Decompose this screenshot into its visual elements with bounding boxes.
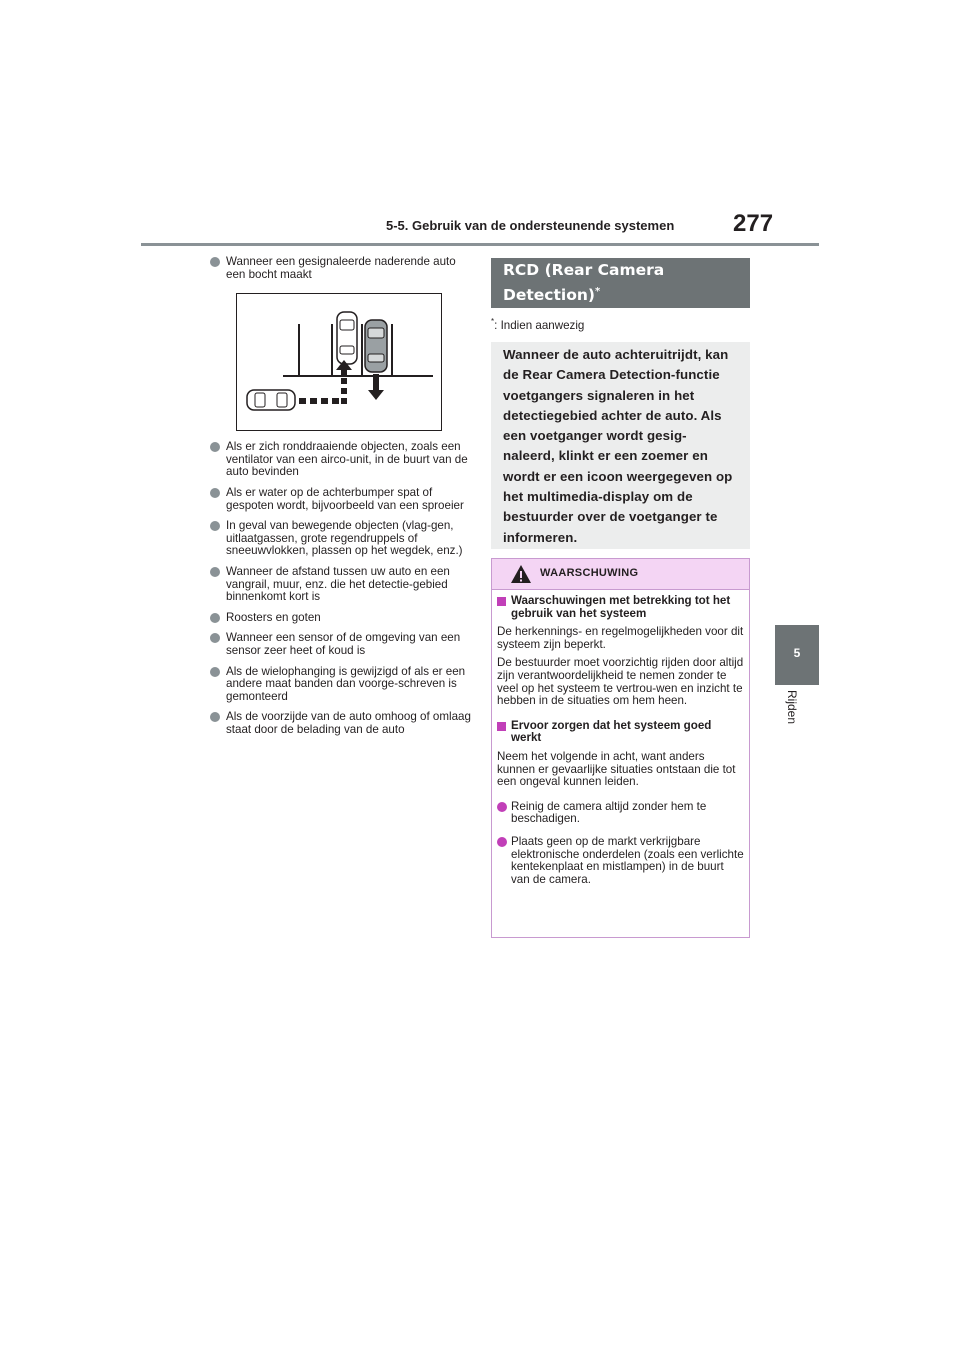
page-number: 277 bbox=[733, 210, 774, 237]
warning-list-item: Reinig de camera altijd zonder hem te beschadigen. bbox=[497, 801, 744, 826]
bullet-icon bbox=[210, 633, 220, 643]
list-item: Roosters en goten bbox=[210, 612, 472, 625]
square-bullet-icon bbox=[497, 597, 506, 606]
list-item: Als de voorzijde van de auto omhoog of omlaag staat door de belading van de auto bbox=[210, 711, 472, 736]
parking-illustration bbox=[236, 293, 442, 431]
footnote: *: Indien aanwezig bbox=[491, 317, 585, 332]
approaching-car-icon bbox=[247, 390, 295, 410]
parked-car-icon bbox=[337, 312, 357, 364]
warning-box bbox=[491, 558, 750, 938]
warning-paragraph: Neem het volgende in acht, want anders kunnen er gevaarlijke situaties ontstaan die tot een ongeval kunnen leiden. bbox=[497, 749, 736, 789]
chapter-tab[interactable]: 5 bbox=[775, 625, 819, 685]
chapter-label: Rijden bbox=[785, 690, 799, 725]
warning-title: WAARSCHUWING bbox=[540, 567, 639, 579]
list-item: Als de wielophanging is gewijzigd of als er een andere maat banden dan voorge-schreven is gemonteerd bbox=[210, 666, 472, 704]
bullet-icon bbox=[210, 488, 220, 498]
warning-list-item: Plaats geen op de markt verkrijgbare elektronische onderdelen (zoals een verlichte kentekenplaat en mistlampen) in de buurt van de camera. bbox=[497, 836, 744, 886]
list-item: Wanneer een sensor of de omgeving van een sensor zeer heet of koud is bbox=[210, 632, 472, 657]
list-item: Als er water op de achterbumper spat of gespoten wordt, bijvoorbeeld van een sproeier bbox=[210, 487, 472, 512]
warning-subhead: Ervoor zorgen dat het systeem goed werkt bbox=[497, 720, 744, 745]
list-item: In geval van bewegende objecten (vlag-gen, uitlaatgassen, grote regendruppels of sneeuwvlokken, plassen op het wegdek, enz.) bbox=[210, 520, 472, 558]
rcd-intro: Wanneer de auto achteruitrijdt, kan de Rear Camera Detection-functie voetgangers signaleren in het detectiegebied achter de auto. Als een voetganger wordt gesig-naleerd, klinkt er een zoemer en wordt er een icoon weergegeven op het multimedia-display om de bestuurder over de voetganger te informeren. bbox=[491, 342, 750, 549]
header-rule bbox=[141, 243, 819, 246]
bullet-icon bbox=[210, 521, 220, 531]
bullet-icon bbox=[497, 802, 507, 812]
warning-paragraph: De bestuurder moet voorzichtig rijden door altijd zijn verantwoordelijkheid te nemen zonder te veel op het systeem te vertrou-wen en inzicht te hebben in de situaties om hem heen. bbox=[497, 656, 744, 708]
bullet-icon bbox=[210, 667, 220, 677]
warning-header bbox=[492, 559, 749, 590]
warning-paragraph: De herkennings- en regelmogelijkheden voor dit systeem zijn beperkt. bbox=[497, 625, 744, 651]
bullet-icon bbox=[210, 257, 220, 267]
bullet-icon bbox=[210, 442, 220, 452]
warning-triangle-icon bbox=[510, 564, 532, 584]
left-column bbox=[210, 256, 472, 744]
square-bullet-icon bbox=[497, 722, 506, 731]
section-title: 5-5. Gebruik van de ondersteunende systemen bbox=[386, 218, 675, 233]
bullet-icon bbox=[497, 837, 507, 847]
bullet-icon bbox=[210, 712, 220, 722]
reversing-car-icon bbox=[365, 320, 387, 372]
bullet-icon bbox=[210, 613, 220, 623]
list-item: Als er zich ronddraaiende objecten, zoals een ventilator van een airco-unit, in de buurt van de auto bevinden bbox=[210, 441, 472, 479]
list-item: Wanneer de afstand tussen uw auto en een vangrail, muur, enz. die het detectie-gebied binnenkomt kort is bbox=[210, 566, 472, 604]
bullet-icon bbox=[210, 567, 220, 577]
warning-subhead: Waarschuwingen met betrekking tot het gebruik van het systeem bbox=[497, 595, 744, 620]
rcd-heading: RCD (Rear Camera Detection)* bbox=[491, 258, 750, 308]
list-item: Wanneer een gesignaleerde naderende auto een bocht maakt bbox=[210, 256, 472, 281]
